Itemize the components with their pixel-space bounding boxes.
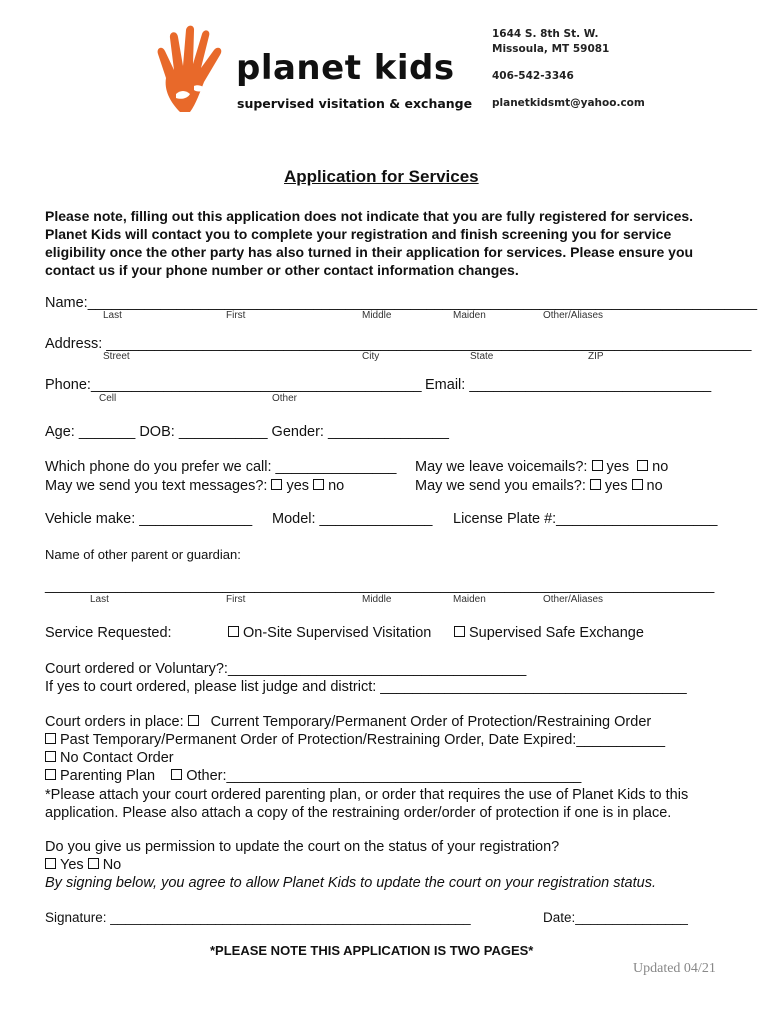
current-order-checkbox[interactable] [188,715,199,726]
court-orders-label: Court orders in place: [45,714,184,730]
name-sub-last: Last [103,310,122,321]
other-parent-field[interactable]: ___________________________________________________________________________________ [45,578,715,594]
texts-no-label: no [328,478,345,494]
current-order-label: Current Temporary/Permanent Order of Protection/Restraining Order [210,714,652,730]
name-sub-middle: Middle [362,310,392,321]
name-sub-first: First [226,310,246,321]
texts-label: May we send you text messages?: [45,478,268,494]
safe-exchange-label: Supervised Safe Exchange [469,625,644,641]
permission-question: Do you give us permission to update the court on the status of your registration? [45,839,560,855]
service-exchange-option [454,625,644,641]
phone-sub-cell: Cell [99,393,117,404]
email-address: planetkidsmt@yahoo.com [492,97,645,109]
voicemail-question [415,459,668,475]
brand-name: planet kids [236,48,455,88]
date-field[interactable]: Date:_______________ [543,910,688,925]
past-order-checkbox[interactable] [45,733,56,744]
safe-exchange-checkbox[interactable] [454,626,465,637]
page-title: Application for Services [284,167,479,186]
permission-yes-checkbox[interactable] [45,858,56,869]
vehicle-model-field[interactable]: Model: ______________ [272,511,433,527]
address-line-1: 1644 S. 8th St. W. [492,28,599,40]
address-sub-street: Street [103,351,130,362]
texts-yes-label: yes [286,478,310,494]
other-sub-last: Last [90,594,109,605]
other-sub-first: First [226,594,246,605]
voicemail-no-label: no [652,459,669,475]
permission-no-checkbox[interactable] [88,858,99,869]
voicemail-yes-label: yes [606,459,630,475]
emails-label: May we send you emails?: [415,478,586,494]
phone-sub-other: Other [272,393,298,404]
judge-district-field[interactable]: If yes to court ordered, please list judge and district: ______________________________________ [45,679,687,695]
other-order-field[interactable]: Other:____________________________________________ [186,768,582,784]
phone-field[interactable]: Phone:_________________________________________ [45,377,422,393]
service-onsite-option [228,625,431,641]
texts-no-checkbox[interactable] [313,479,324,490]
address-sub-city: City [362,351,380,362]
service-requested-label: Service Requested: [45,625,172,641]
age-dob-gender-fields[interactable]: Age: _______ DOB: ___________ Gender: _______________ [45,424,449,440]
other-parent-label: Name of other parent or guardian: [45,547,241,562]
voicemail-yes-checkbox[interactable] [592,460,603,471]
onsite-visitation-label: On-Site Supervised Visitation [243,625,432,641]
permission-options [45,857,121,873]
other-sub-middle: Middle [362,594,392,605]
parenting-plan-row [45,768,581,784]
logo [150,24,240,114]
signature-field[interactable]: Signature: ________________________________________________ [45,910,471,925]
name-sub-maiden: Maiden [453,310,486,321]
preferred-phone-field[interactable]: Which phone do you prefer we call: _______________ [45,459,397,475]
past-order-row [45,732,665,748]
updated-date: Updated 04/21 [633,961,716,976]
address-sub-zip: ZIP [588,351,604,362]
court-ordered-field[interactable]: Court ordered or Voluntary?:_____________________________________ [45,661,527,677]
name-sub-aliases: Other/Aliases [543,310,604,321]
texts-question [45,478,344,494]
vehicle-make-field[interactable]: Vehicle make: ______________ [45,511,253,527]
permission-no-label: No [102,857,122,873]
name-field[interactable]: Name:___________________________________________________________________________________ [45,295,758,311]
address-field[interactable]: Address: ________________________________________________________________________________ [45,336,752,352]
parenting-plan-label: Parenting Plan [60,768,156,784]
emails-yes-checkbox[interactable] [590,479,601,490]
email-field[interactable]: Email: ______________________________ [425,377,712,393]
texts-yes-checkbox[interactable] [271,479,282,490]
emails-no-label: no [646,478,663,494]
other-order-checkbox[interactable] [171,769,182,780]
no-contact-checkbox[interactable] [45,751,56,762]
emails-no-checkbox[interactable] [632,479,643,490]
voicemail-no-checkbox[interactable] [637,460,648,471]
emails-question [415,478,663,494]
past-order-label[interactable]: Past Temporary/Permanent Order of Protection/Restraining Order, Date Expired:___________ [60,732,666,748]
permission-yes-label: Yes [60,857,84,873]
notice-paragraph: Please note, filling out this application does not indicate that you are fully registered for services. Planet Kids will contact you to complete your registration and finish screening you for service eligibility once the other party has also turned in their application for services. Please ensure you contact us if your phone number or other contact information changes. [45,208,694,278]
no-contact-row [45,750,174,766]
onsite-visitation-checkbox[interactable] [228,626,239,637]
no-contact-label: No Contact Order [60,750,174,766]
court-orders-row [45,714,651,730]
address-sub-state: State [470,351,494,362]
other-sub-maiden: Maiden [453,594,486,605]
parenting-plan-checkbox[interactable] [45,769,56,780]
attach-note: *Please attach your court ordered parenting plan, or order that requires the use of Planet Kids to this application. Please also attach a copy of the restraining order/order of protection if one is in place. [45,787,689,821]
address-line-2: Missoula, MT 59081 [492,43,610,55]
license-plate-field[interactable]: License Plate #:____________________ [453,511,718,527]
other-sub-aliases: Other/Aliases [543,594,604,605]
hand-logo-icon [150,24,240,114]
emails-yes-label: yes [604,478,628,494]
voicemail-label: May we leave voicemails?: [415,459,588,475]
two-pages-notice: *PLEASE NOTE THIS APPLICATION IS TWO PAGES* [210,943,534,958]
permission-agreement: By signing below, you agree to allow Planet Kids to update the court on your registration status. [45,875,656,891]
phone-number: 406-542-3346 [492,70,574,82]
brand-tagline: supervised visitation & exchange [237,96,473,111]
